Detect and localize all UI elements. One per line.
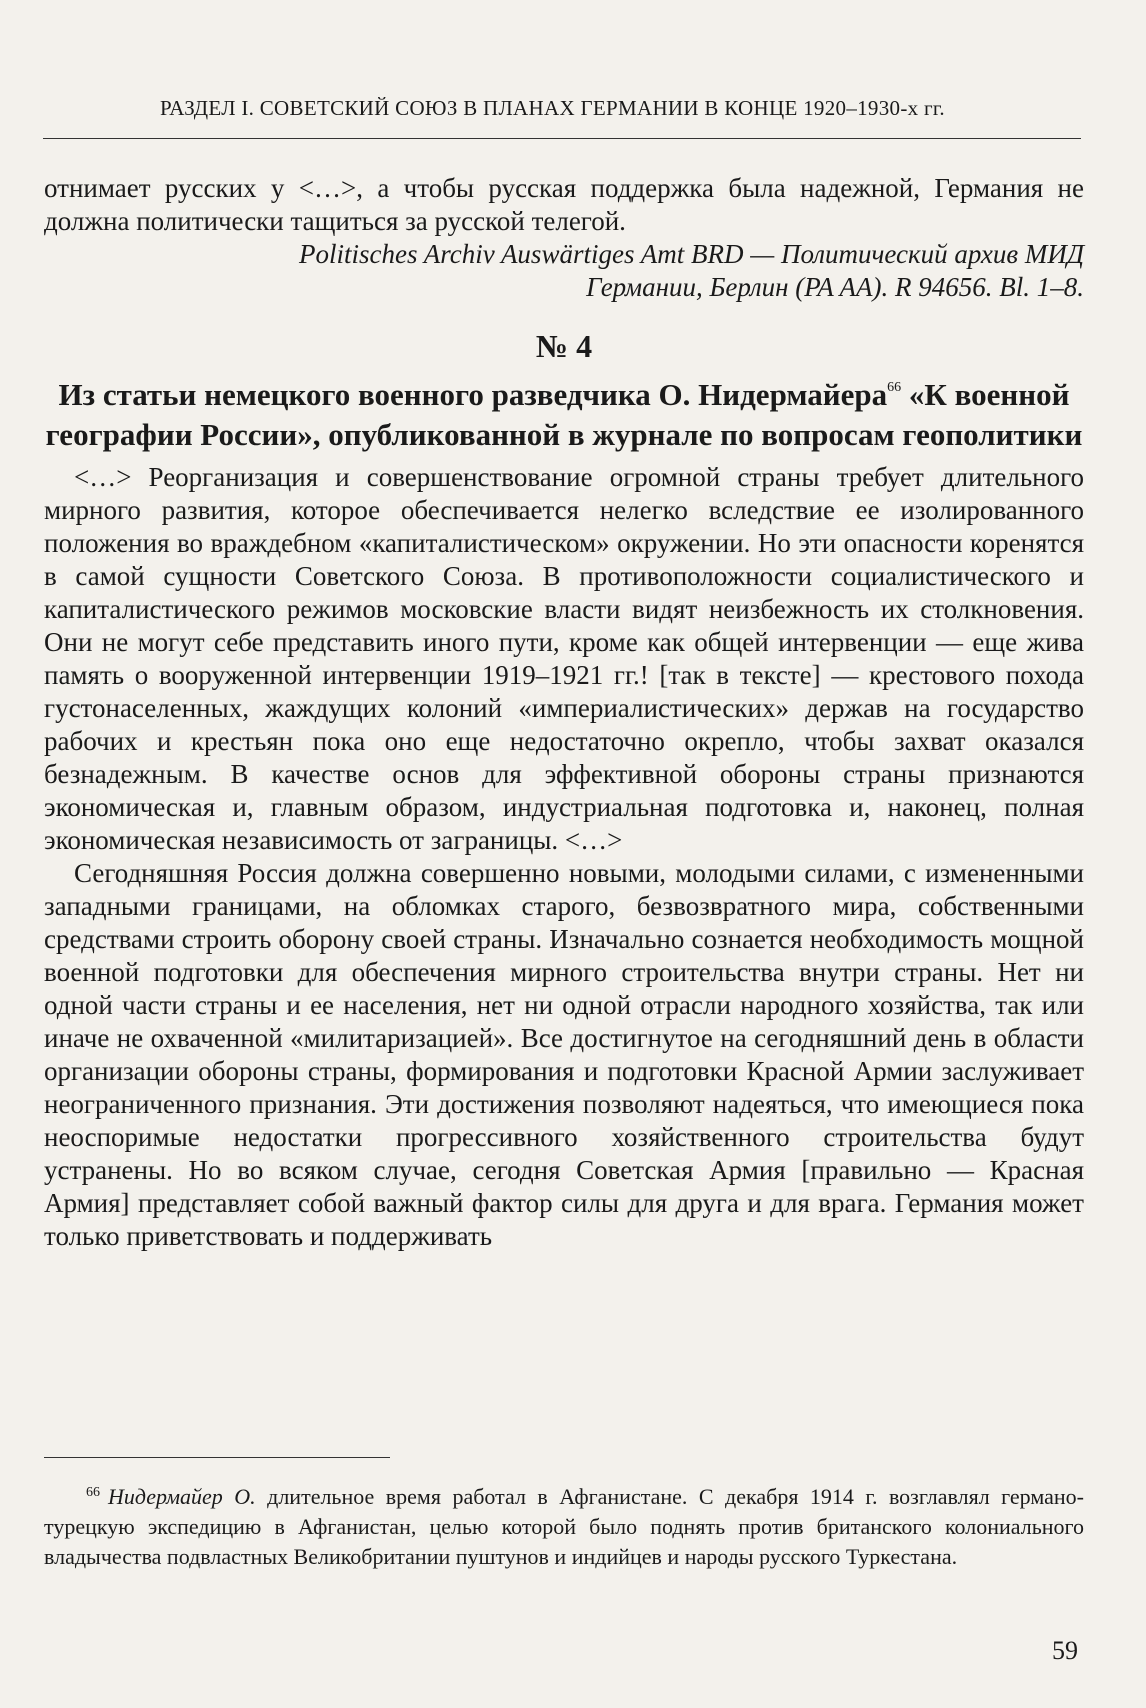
- body-paragraph-2: Сегодняшняя Россия должна совершенно новыми, молодыми силами, с измененными западными границами, на обломках старого, безвозвратного мира, собственными средствами строить оборону своей страны. Изначально сознается необходимость мощной военной подготовки для обеспечения мирного строительства внутри страны. Нет ни одной части страны и ее населения, нет ни одной отрасли народного хозяйства, так или иначе не охваченной «милитаризацией». Все достигнутое на сегодняшний день в области организации обороны страны, формирования и подготовки Красной Армии заслуживает неограниченного признания. Эти достижения позволяют надеяться, что имеющиеся пока неоспоримые недостатки прогрессивного хозяйственного строительства будут устранены. Но во всяком случае, сегодня Советская Армия [правильно — Красная Армия] представляет собой важный фактор силы для друга и для врага. Германия может только приветствовать и поддерживать: [44, 858, 1084, 1251]
- footnote-rule: [44, 1457, 390, 1458]
- header-rule: [43, 138, 1081, 139]
- footnote-text: длительное время работал в Афганистане. С декабря 1914 г. возглавлял германо-турецкую экспедицию в Афганистан, целью которой было поднять против британского колониального владычества подвластных Великобритании пуштунов и индийцев и народы русского Туркестана.: [44, 1484, 1084, 1569]
- footnote-number: 66: [86, 1485, 100, 1500]
- footnote: [44, 1478, 1084, 1572]
- running-head: РАЗДЕЛ I. СОВЕТСКИЙ СОЮЗ В ПЛАНАХ ГЕРМАНИИ В КОНЦЕ 1920–1930-х гг.: [160, 96, 945, 120]
- document-title: [44, 368, 1084, 455]
- footnote-reference: 66: [887, 380, 902, 395]
- archive-source-line-2: Германии, Берлин (PA AA). R 94656. Bl. 1–8.: [586, 272, 1084, 302]
- footnote-name: Нидермайер О.: [108, 1484, 256, 1509]
- document-title-part2: «К военной географии России», опубликованной в журнале по вопросам геополитики: [45, 377, 1083, 452]
- document-title-part1: Из статьи немецкого военного разведчика О. Нидермайера: [58, 377, 888, 412]
- continuation-paragraph: отнимает русских у <…>, а чтобы русская поддержка была надежной, Германия не должна политически тащиться за русской телегой.: [44, 173, 1084, 236]
- body-paragraph-1: <…> Реорганизация и совершенствование огромной страны требует длительного мирного развития, которое обеспечивается нелегко вследствие ее изолированного положения во враждебном «капиталистическом» окружении. Но эти опасности коренятся в самой сущности Советского Союза. В противоположности социалистического и капиталистического режимов московские власти видят неизбежность их столкновения. Они не могут себе представить иного пути, кроме как общей интервенции — еще жива память о вооруженной интервенции 1919–1921 гг.! [так в тексте] — крестового похода густонаселенных, жаждущих колоний «империалистических» держав на государство рабочих и крестьян пока оно еще недостаточно окрепло, чтобы захват оказался безнадежным. В качестве основ для эффективной обороны страны признаются экономическая и, главным образом, индустриальная подготовка и, наконец, полная экономическая независимость от заграницы. <…>: [44, 462, 1084, 855]
- main-text: [44, 172, 1084, 1253]
- page-number: 59: [1052, 1636, 1078, 1665]
- archive-source-line-1: Politisches Archiv Auswärtiges Amt BRD — Политический архив МИД: [298, 239, 1084, 269]
- document-number: № 4: [535, 328, 593, 364]
